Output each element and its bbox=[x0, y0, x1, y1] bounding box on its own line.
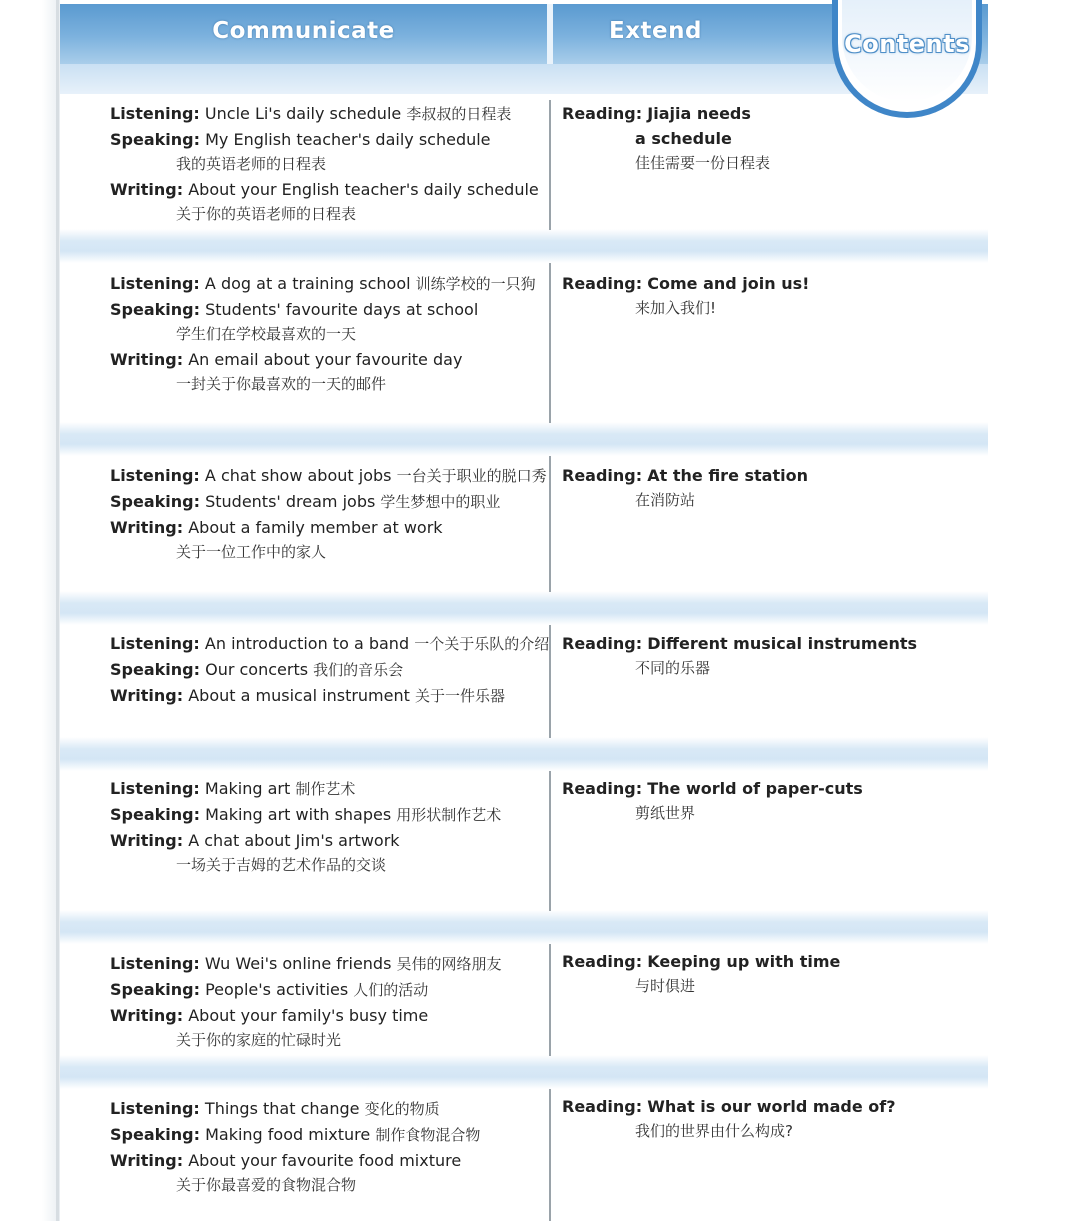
contents-title: Contents bbox=[844, 30, 970, 58]
listening-line: Listening: A chat show about jobs 一台关于职业的脱口秀 bbox=[110, 466, 547, 485]
listening-line: Listening: Making art 制作艺术 bbox=[110, 779, 356, 798]
writing-line: Writing: About a family member at work bbox=[110, 518, 443, 537]
listening-line: Listening: Things that change 变化的物质 bbox=[110, 1099, 440, 1118]
reading-translation: 不同的乐器 bbox=[635, 659, 711, 677]
communicate-cell-1 bbox=[110, 101, 550, 227]
communicate-cell-4 bbox=[110, 631, 550, 709]
communicate-heading: Communicate bbox=[212, 18, 395, 44]
listening-line: Listening: Uncle Li's daily schedule 李叔叔的日程表 bbox=[110, 104, 512, 123]
row-divider bbox=[60, 591, 988, 625]
listening-line: Listening: An introduction to a band 一个关于乐队的介绍 bbox=[110, 634, 550, 653]
reading-translation: 在消防站 bbox=[635, 491, 696, 509]
extend-cell-6 bbox=[562, 949, 972, 999]
writing-line: Writing: About your English teacher's daily schedule bbox=[110, 180, 539, 199]
reading-line: Reading: Different musical instruments bbox=[562, 634, 917, 653]
row-divider bbox=[60, 422, 988, 456]
reading-line-continued: a schedule bbox=[635, 129, 732, 148]
writing-line: Writing: About your favourite food mixture bbox=[110, 1151, 462, 1170]
row-divider bbox=[60, 1055, 988, 1089]
reading-line: Reading: Come and join us! bbox=[562, 274, 810, 293]
speaking-line: Speaking: People's activities 人们的活动 bbox=[110, 980, 429, 999]
communicate-cell-6 bbox=[110, 951, 550, 1053]
extend-cell-1 bbox=[562, 101, 972, 176]
speaking-line: Speaking: My English teacher's daily schedule bbox=[110, 130, 491, 149]
writing-translation: 一场关于吉姆的艺术作品的交谈 bbox=[176, 856, 387, 874]
speaking-line: Speaking: Our concerts 我们的音乐会 bbox=[110, 660, 404, 679]
reading-translation: 我们的世界由什么构成? bbox=[635, 1122, 793, 1140]
speaking-translation: 我的英语老师的日程表 bbox=[176, 155, 327, 173]
reading-translation: 佳佳需要一份日程表 bbox=[635, 154, 771, 172]
writing-translation: 关于你的英语老师的日程表 bbox=[176, 205, 357, 223]
writing-line: Writing: About your family's busy time bbox=[110, 1006, 429, 1025]
speaking-line: Speaking: Making art with shapes 用形状制作艺术 bbox=[110, 805, 502, 824]
writing-line: Writing: An email about your favourite day bbox=[110, 350, 463, 369]
listening-line: Listening: A dog at a training school 训练学校的一只狗 bbox=[110, 274, 536, 293]
binding-strip bbox=[56, 0, 59, 1221]
communicate-cell-3 bbox=[110, 463, 550, 565]
speaking-translation: 学生们在学校最喜欢的一天 bbox=[176, 325, 357, 343]
reading-translation: 剪纸世界 bbox=[635, 804, 696, 822]
row-divider bbox=[60, 229, 988, 263]
reading-translation: 与时俱进 bbox=[635, 977, 696, 995]
reading-line: Reading: Jiajia needs bbox=[562, 104, 751, 123]
speaking-line: Speaking: Making food mixture 制作食物混合物 bbox=[110, 1125, 481, 1144]
extend-cell-4 bbox=[562, 631, 972, 681]
communicate-cell-2 bbox=[110, 271, 550, 397]
writing-translation: 关于你的家庭的忙碌时光 bbox=[176, 1031, 342, 1049]
extend-cell-5 bbox=[562, 776, 972, 826]
row-divider bbox=[60, 910, 988, 944]
extend-heading: Extend bbox=[609, 18, 702, 44]
extend-cell-3 bbox=[562, 463, 972, 513]
listening-line: Listening: Wu Wei's online friends 吴伟的网络朋友 bbox=[110, 954, 502, 973]
row-divider bbox=[60, 737, 988, 771]
reading-line: Reading: Keeping up with time bbox=[562, 952, 841, 971]
page-binding-edge bbox=[0, 0, 60, 1221]
reading-line: Reading: The world of paper-cuts bbox=[562, 779, 863, 798]
reading-translation: 来加入我们! bbox=[635, 299, 717, 317]
writing-translation: 关于一位工作中的家人 bbox=[176, 543, 327, 561]
writing-translation: 关于你最喜爱的食物混合物 bbox=[176, 1176, 357, 1194]
writing-line: Writing: About a musical instrument 关于一件乐器 bbox=[110, 686, 506, 705]
speaking-line: Speaking: Students' favourite days at school bbox=[110, 300, 479, 319]
extend-cell-7 bbox=[562, 1094, 972, 1144]
writing-line: Writing: A chat about Jim's artwork bbox=[110, 831, 400, 850]
reading-line: Reading: At the fire station bbox=[562, 466, 808, 485]
communicate-cell-5 bbox=[110, 776, 550, 878]
speaking-line: Speaking: Students' dream jobs 学生梦想中的职业 bbox=[110, 492, 501, 511]
extend-cell-2 bbox=[562, 271, 972, 321]
writing-translation: 一封关于你最喜欢的一天的邮件 bbox=[176, 375, 387, 393]
communicate-cell-7 bbox=[110, 1096, 550, 1198]
reading-line: Reading: What is our world made of? bbox=[562, 1097, 896, 1116]
